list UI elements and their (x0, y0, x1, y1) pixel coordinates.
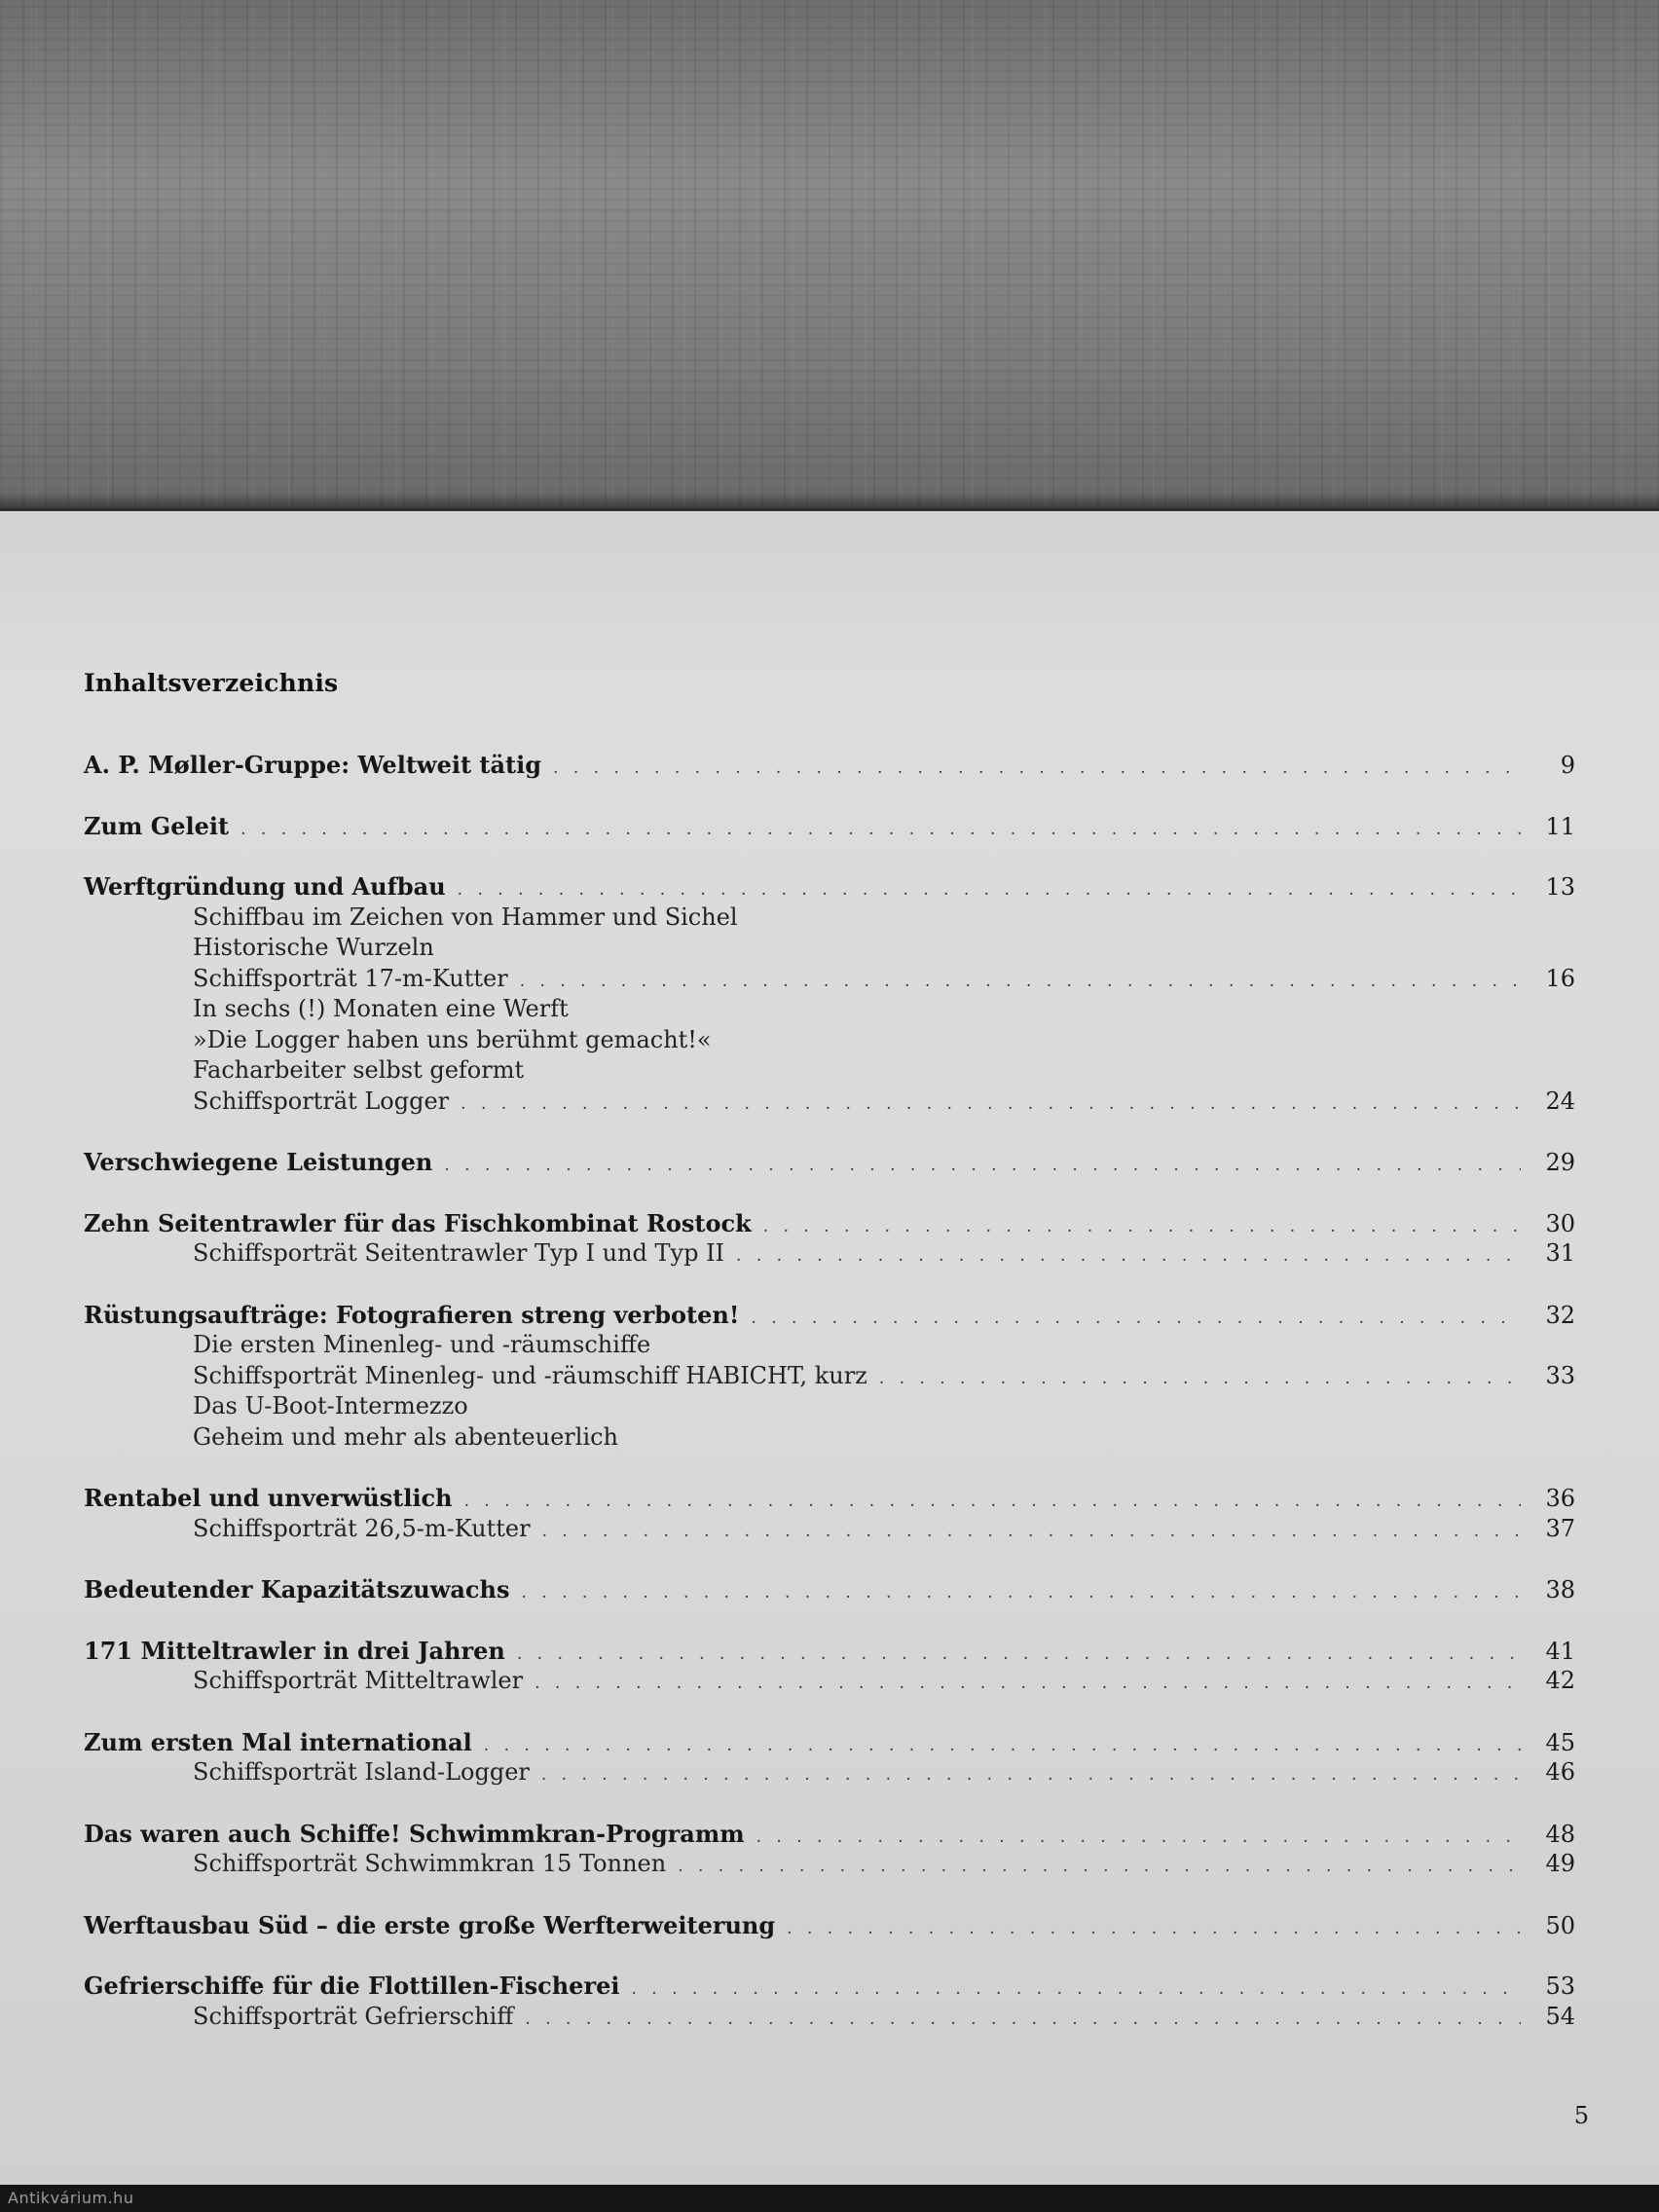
toc-subentry (84, 965, 1575, 996)
toc-spacer (84, 1118, 1575, 1148)
toc-spacer (84, 1881, 1575, 1911)
toc-subentry (84, 1392, 1575, 1423)
toc-entry-page: 9 (1560, 752, 1575, 779)
dot-leader (756, 1827, 1521, 1847)
toc-subentry (84, 2003, 1575, 2034)
dot-leader (541, 1765, 1521, 1785)
dot-leader (736, 1246, 1521, 1266)
toc-entry-row (84, 1148, 1575, 1179)
toc-subentry (84, 1331, 1575, 1362)
toc-subentry (84, 1758, 1575, 1789)
toc-entry-title: Schiffsporträt Schwimmkran 15 Tonnen (193, 1850, 667, 1877)
toc-entry-title: 171 Mitteltrawler in drei Jahren (84, 1636, 505, 1665)
toc-entry-page: 32 (1545, 1301, 1575, 1329)
toc-entry-title: Schiffsporträt Gefrierschiff (193, 2002, 514, 2030)
dot-leader (751, 1309, 1521, 1328)
toc-entry-title: Historische Wurzeln (193, 934, 434, 961)
dot-leader (520, 972, 1521, 991)
toc-chapter (84, 1301, 1575, 1332)
toc-entry-page: 29 (1545, 1149, 1575, 1176)
toc-entry-title: Schiffsporträt Island-Logger (193, 1758, 530, 1786)
toc-entry-page: 53 (1545, 1972, 1575, 2000)
toc-chapter (84, 1637, 1575, 1668)
toc-entry-page: 49 (1545, 1850, 1575, 1877)
toc-chapter (84, 812, 1575, 843)
dot-leader (240, 820, 1521, 839)
toc-entry-row (84, 1637, 1575, 1668)
toc-entry-title: Zum ersten Mal international (84, 1727, 472, 1756)
toc-entry-row (84, 812, 1575, 843)
toc-chapter (84, 1209, 1575, 1240)
toc-entry-row (84, 872, 1575, 903)
toc-entry-page: 48 (1545, 1820, 1575, 1848)
toc-spacer (84, 1545, 1575, 1575)
toc-entry-title: Facharbeiter selbst geformt (193, 1056, 525, 1084)
toc-entry-row (84, 1972, 1575, 2003)
toc-entry-row (84, 1301, 1575, 1332)
toc-entry-title: Werftgründung und Aufbau (84, 872, 446, 901)
toc-subentry (84, 1026, 1575, 1057)
dot-leader (517, 1644, 1521, 1664)
toc-subentry (84, 995, 1575, 1026)
toc-entry-title: Zehn Seitentrawler für das Fischkombinat Rostock (84, 1208, 752, 1237)
toc-entry-page: 36 (1545, 1485, 1575, 1512)
toc-spacer (84, 842, 1575, 872)
toc-entry-row (84, 995, 1575, 1026)
toc-spacer (84, 1454, 1575, 1484)
toc-entry-page: 11 (1545, 812, 1575, 840)
toc-chapter (84, 1972, 1575, 2003)
toc-entry-page: 24 (1545, 1087, 1575, 1115)
toc-subentry (84, 1423, 1575, 1455)
toc-entry-page: 16 (1545, 964, 1575, 992)
dot-leader (464, 1492, 1521, 1511)
toc-entry-row (84, 1239, 1575, 1271)
toc-chapter (84, 1148, 1575, 1179)
toc-entry-title: A. P. Møller-Gruppe: Weltweit tätig (84, 751, 542, 779)
toc-entry-row (84, 903, 1575, 935)
toc-entry-title: Schiffsporträt Seitentrawler Typ I und Typ II (193, 1239, 725, 1267)
dot-leader (484, 1736, 1521, 1755)
toc-entry-row (84, 1820, 1575, 1851)
dot-leader (461, 1094, 1521, 1114)
toc-chapter (84, 872, 1575, 903)
dot-leader (553, 758, 1521, 778)
toc-entry-title: Schiffsporträt Mitteltrawler (193, 1667, 524, 1694)
toc-entry-row (84, 2003, 1575, 2034)
toc-entry-page: 30 (1545, 1209, 1575, 1237)
toc-entry-row (84, 1392, 1575, 1423)
toc-entry-title: Bedeutender Kapazitätszuwachs (84, 1575, 510, 1604)
toc-spacer (84, 1271, 1575, 1301)
toc-entry-title: Schiffsporträt Minenleg- und -räumschiff HABICHT, kurz (193, 1361, 867, 1389)
dot-leader (444, 1156, 1521, 1175)
toc-entry-title: »Die Logger haben uns berühmt gemacht!« (193, 1025, 712, 1053)
toc-entry-row (84, 1515, 1575, 1546)
toc-entry-title: Rentabel und unverwüstlich (84, 1484, 453, 1512)
toc-spacer (84, 1941, 1575, 1972)
toc-entry-row (84, 1484, 1575, 1515)
toc-chapter (84, 1484, 1575, 1515)
toc-subentry (84, 1088, 1575, 1119)
toc-entry-row (84, 1056, 1575, 1088)
toc-spacer (84, 1179, 1575, 1209)
toc-entry-row (84, 1728, 1575, 1759)
toc-entry-page: 46 (1545, 1758, 1575, 1786)
toc-chapter (84, 1575, 1575, 1606)
toc-entry-title: Geheim und mehr als abenteuerlich (193, 1422, 619, 1451)
toc-entry-page: 45 (1545, 1728, 1575, 1756)
toc-subentry (84, 1239, 1575, 1271)
toc-entry-page: 13 (1545, 873, 1575, 901)
toc-entry-title: Schiffbau im Zeichen von Hammer und Sichel (193, 903, 738, 931)
toc-entry-row (84, 1423, 1575, 1455)
dot-leader (763, 1217, 1521, 1236)
watermark-bar (0, 2185, 1659, 2212)
toc-entry-row (84, 1850, 1575, 1881)
toc-entry-row (84, 1575, 1575, 1606)
page-number: 5 (1573, 2102, 1589, 2129)
dot-leader (525, 2009, 1521, 2029)
dot-leader (879, 1369, 1521, 1388)
toc-chapter (84, 751, 1575, 782)
toc-entry-title: Gefrierschiffe für die Flottillen-Fischerei (84, 1972, 620, 2000)
toc-subentry (84, 1667, 1575, 1698)
toc-heading: Inhaltsverzeichnis (84, 669, 339, 697)
table-of-contents (84, 751, 1575, 2033)
toc-entry-title: Das U-Boot-Intermezzo (193, 1392, 468, 1419)
toc-entry-row (84, 1331, 1575, 1362)
toc-entry-title: Werftausbau Süd – die erste große Werfterweiterung (84, 1910, 776, 1939)
dot-leader (458, 880, 1521, 900)
toc-entry-page: 41 (1545, 1637, 1575, 1665)
dot-leader (678, 1857, 1521, 1876)
toc-spacer (84, 1606, 1575, 1637)
book-page (0, 508, 1659, 2188)
toc-entry-title: Die ersten Minenleg- und -räumschiffe (193, 1331, 651, 1358)
toc-entry-row (84, 1911, 1575, 1942)
toc-chapter (84, 1820, 1575, 1851)
toc-subentry (84, 934, 1575, 965)
toc-spacer (84, 1789, 1575, 1820)
toc-entry-page: 31 (1545, 1239, 1575, 1267)
toc-entry-page: 33 (1545, 1361, 1575, 1389)
toc-entry-title: Das waren auch Schiffe! Schwimmkran-Programm (84, 1819, 745, 1848)
toc-entry-page: 38 (1545, 1576, 1575, 1604)
toc-entry-row (84, 1088, 1575, 1119)
toc-chapter (84, 1728, 1575, 1759)
toc-subentry (84, 1362, 1575, 1393)
dot-leader (787, 1919, 1521, 1938)
toc-entry-row (84, 1026, 1575, 1057)
dot-leader (535, 1674, 1521, 1693)
dot-leader (631, 1979, 1521, 1999)
toc-spacer (84, 782, 1575, 812)
toc-entry-row (84, 1667, 1575, 1698)
dot-leader (542, 1522, 1521, 1541)
toc-entry-title: Schiffsporträt 26,5-m-Kutter (193, 1514, 531, 1542)
toc-entry-row (84, 1362, 1575, 1393)
toc-entry-title: Verschwiegene Leistungen (84, 1148, 433, 1176)
toc-entry-row (84, 965, 1575, 996)
toc-entry-title: In sechs (!) Monaten eine Werft (193, 995, 569, 1022)
toc-spacer (84, 1698, 1575, 1728)
toc-subentry (84, 1515, 1575, 1546)
toc-entry-title: Zum Geleit (84, 811, 230, 840)
dot-leader (522, 1583, 1522, 1603)
toc-entry-title: Schiffsporträt Logger (193, 1087, 450, 1115)
toc-chapter (84, 1911, 1575, 1942)
toc-subentry (84, 903, 1575, 935)
toc-entry-page: 50 (1545, 1911, 1575, 1939)
toc-entry-title: Rüstungsaufträge: Fotografieren streng verboten! (84, 1300, 740, 1329)
toc-entry-row (84, 1209, 1575, 1240)
toc-subentry (84, 1056, 1575, 1088)
toc-entry-title: Schiffsporträt 17-m-Kutter (193, 964, 508, 992)
book-cover-texture (0, 0, 1659, 511)
toc-entry-page: 54 (1545, 2002, 1575, 2030)
toc-entry-row (84, 1758, 1575, 1789)
toc-entry-row (84, 751, 1575, 782)
toc-subentry (84, 1850, 1575, 1881)
watermark-text: Antikvárium.hu (8, 2189, 134, 2207)
toc-entry-page: 37 (1545, 1514, 1575, 1542)
toc-entry-row (84, 934, 1575, 965)
toc-entry-page: 42 (1545, 1667, 1575, 1694)
